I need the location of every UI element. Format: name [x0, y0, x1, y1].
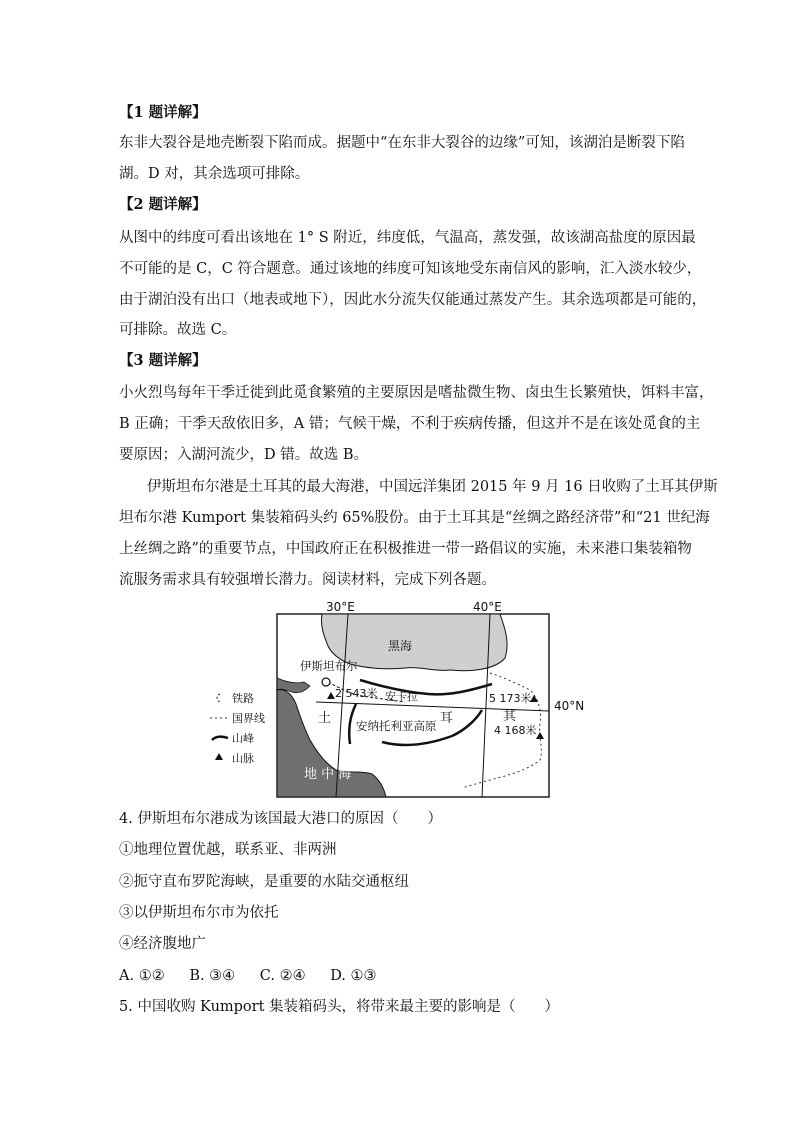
q4-stem: 4. 伊斯坦布尔港成为该国最大港口的原因（ ） [119, 811, 442, 827]
q2-line-2: 不可能的是 C，C 符合题意。通过该地的纬度可知该地受东南信风的影响，汇入淡水较少， [119, 261, 702, 277]
q1-heading: 【1 题详解】 [119, 104, 207, 121]
label-ankara: 安卡拉 [385, 690, 418, 703]
passage-line-1: 伊斯坦布尔港是土耳其的最大海港，中国远洋集团 2015 年 9 月 16 日收购了土耳其伊斯 [147, 479, 718, 495]
q1-line-2: 湖。D 对，其余选项可排除。 [119, 166, 310, 182]
label-40n: 40°N [554, 699, 585, 713]
q1-line-1: 东非大裂谷是地壳断裂下陷而成。据题中“在东非大裂谷的边缘”可知，该湖泊是断裂下陷 [119, 135, 685, 151]
q3-line-2: B 正确；干季天敌依旧多，A 错；气候干燥，不利于疾病传播，但这并不是在该处觅食的主 [119, 416, 701, 432]
q4-option-2: ②扼守直布罗陀海峡，是重要的水陆交通枢纽 [119, 874, 409, 890]
q2-line-4: 可排除。故选 C。 [119, 322, 237, 338]
label-plateau: 安纳托利亚高原 [356, 719, 437, 733]
q4-choice-b: B. ③④ [189, 968, 236, 984]
label-tu: 土 [318, 711, 332, 726]
q4-choice-a: A. ①② [119, 968, 165, 984]
q4-option-1: ①地理位置优越，联系亚、非两洲 [119, 842, 337, 858]
turkey-map [200, 598, 590, 803]
legend-mountain: 山脉 [232, 752, 254, 765]
label-istanbul: 伊斯坦布尔 [300, 659, 358, 673]
q4-option-3: ③以伊斯坦布尔市为依托 [119, 905, 279, 921]
q4-choices [119, 966, 377, 986]
label-40e: 40°E [473, 600, 502, 614]
legend-peak: 山峰 [232, 732, 254, 745]
label-peak-3: 4 168米 [494, 724, 537, 737]
q3-line-1: 小火烈鸟每年干季迁徙到此觅食繁殖的主要原因是嗜盐微生物、卤虫生长繁殖快，饵料丰富， [119, 385, 714, 401]
label-peak-2: 5 173米 [489, 692, 532, 705]
q2-heading: 【2 题详解】 [119, 196, 207, 213]
legend-railway-symbol [217, 694, 220, 702]
label-er: 耳 [440, 711, 454, 726]
legend-peak-symbol [212, 737, 228, 740]
label-peak-1: 2 543米 [335, 687, 378, 700]
passage-line-2: 坦布尔港 Kumport 集装箱码头约 65%股份。由于土耳其是“丝绸之路经济带”和“21 世纪海 [119, 510, 710, 526]
q5-stem: 5. 中国收购 Kumport 集装箱码头，将带来最主要的影响是（ ） [119, 999, 560, 1015]
q2-line-1: 从图中的纬度可看出该地在 1° S 附近，纬度低，气温高，蒸发强，故该湖高盐度的原因最 [119, 230, 696, 246]
label-30e: 30°E [326, 600, 355, 614]
q3-heading: 【3 题详解】 [119, 352, 207, 369]
q4-choice-d: D. ①③ [330, 968, 377, 984]
q4-choice-c: C. ②④ [259, 968, 306, 984]
legend-border: 国界线 [232, 712, 265, 725]
passage-line-4: 流服务需求具有较强增长潜力。阅读材料，完成下列各题。 [119, 572, 496, 588]
label-black-sea: 黑海 [388, 639, 413, 653]
q4-option-4: ④经济腹地广 [119, 936, 206, 952]
legend-mountain-symbol [215, 753, 223, 760]
q2-line-3: 由于湖泊没有出口（地表或地下），因此水分流失仅能通过蒸发产生。其余选项都是可能的， [119, 292, 707, 308]
label-qi: 其 [503, 709, 517, 724]
passage-line-3: 上丝绸之路”的重要节点，中国政府正在积极推进一带一路倡议的实施，未来港口集装箱物 [119, 541, 692, 557]
legend-railway: 铁路 [232, 692, 254, 705]
istanbul-marker [322, 678, 330, 686]
label-mediterranean: 地 中 海 [304, 767, 352, 782]
map-legend [210, 691, 265, 765]
q3-line-3: 要原因；入湖河流少，D 错。故选 B。 [119, 447, 368, 463]
